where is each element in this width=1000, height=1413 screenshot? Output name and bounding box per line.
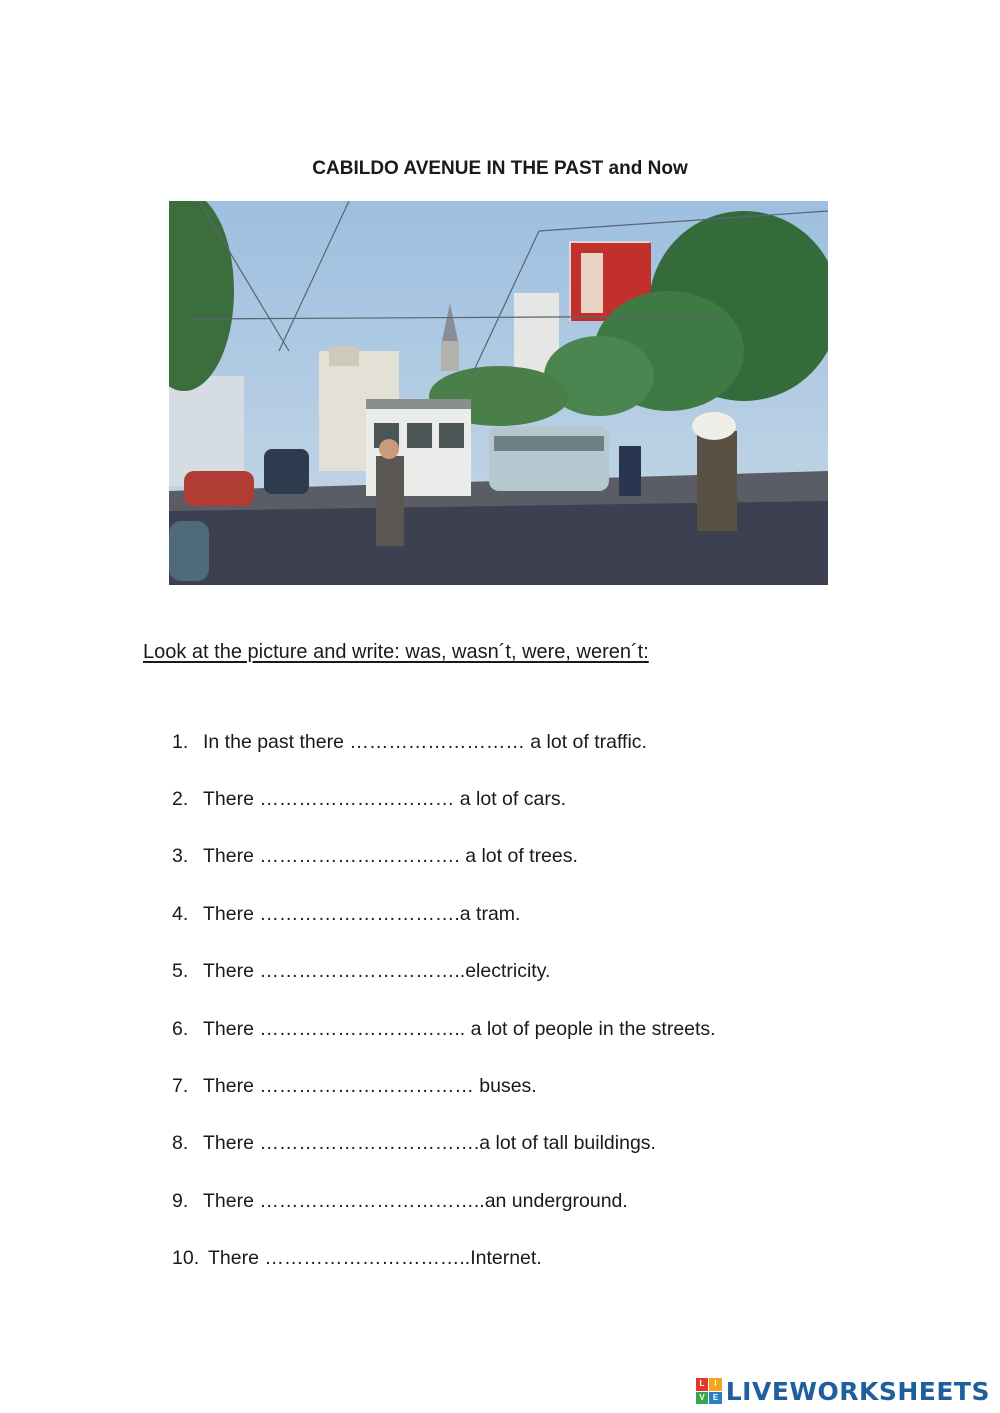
question-number: 7. bbox=[172, 1075, 189, 1097]
question-text: There …………………………..electricity. bbox=[203, 960, 551, 982]
question-item bbox=[172, 903, 520, 926]
liveworksheets-branding[interactable] bbox=[696, 1375, 990, 1407]
question-number: 10. bbox=[172, 1247, 200, 1269]
question-item bbox=[172, 1075, 537, 1098]
question-number: 9. bbox=[172, 1190, 189, 1212]
liveworksheets-logo-icon: L I V E bbox=[696, 1378, 722, 1404]
question-text: There …………………………..Internet. bbox=[208, 1247, 542, 1269]
question-text: There ……………………………..an underground. bbox=[203, 1190, 628, 1212]
question-text: There ………………………… a lot of cars. bbox=[203, 788, 566, 810]
question-number: 2. bbox=[172, 788, 189, 810]
question-item bbox=[172, 845, 578, 868]
question-item bbox=[172, 731, 647, 754]
question-item bbox=[172, 1132, 656, 1155]
question-item bbox=[172, 788, 566, 811]
question-number: 1. bbox=[172, 731, 189, 753]
liveworksheets-wordmark: LIVEWORKSHEETS bbox=[725, 1376, 990, 1406]
question-number: 4. bbox=[172, 903, 189, 925]
worksheet-title: CABILDO AVENUE IN THE PAST and Now bbox=[312, 158, 688, 179]
question-text: There …………………………….a lot of tall buildings. bbox=[203, 1132, 656, 1154]
street-photo bbox=[169, 201, 828, 585]
question-item bbox=[172, 1247, 542, 1270]
instruction-text: Look at the picture and write: was, wasn´t, were, weren´t: bbox=[143, 641, 649, 663]
question-item bbox=[172, 1190, 628, 1213]
question-number: 6. bbox=[172, 1018, 189, 1040]
question-item bbox=[172, 1018, 716, 1041]
question-text: There …………………………… buses. bbox=[203, 1075, 537, 1097]
question-number: 5. bbox=[172, 960, 189, 982]
question-text: There ………………………….. a lot of people in the streets. bbox=[203, 1018, 716, 1040]
question-item bbox=[172, 960, 550, 983]
question-text: There …………………………. a lot of trees. bbox=[203, 845, 578, 867]
question-text: There ………………………….a tram. bbox=[203, 903, 521, 925]
question-number: 8. bbox=[172, 1132, 189, 1154]
question-text: In the past there ……………………… a lot of traffic. bbox=[203, 731, 647, 753]
question-number: 3. bbox=[172, 845, 189, 867]
